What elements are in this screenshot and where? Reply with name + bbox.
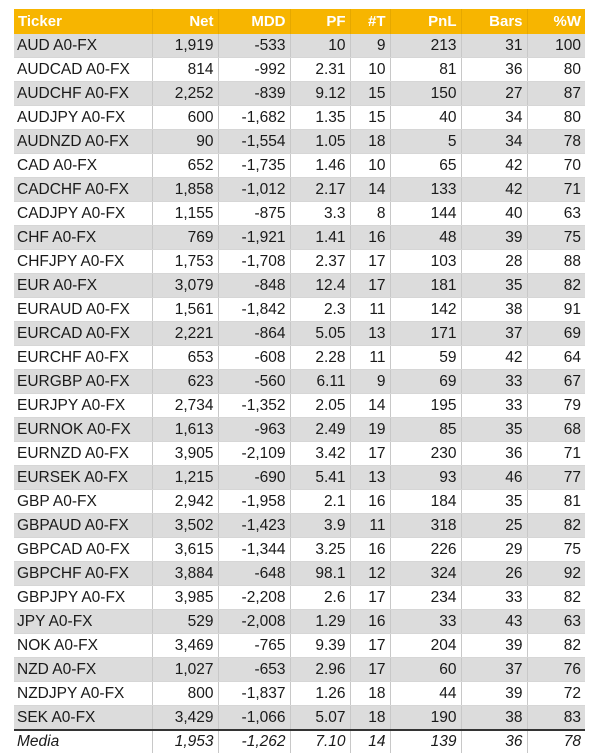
cell-ticker[interactable]: CAD A0-FX bbox=[14, 154, 152, 178]
table-row bbox=[14, 466, 585, 490]
cell-trades[interactable]: 18 bbox=[350, 682, 390, 706]
cell-bars[interactable]: 39 bbox=[461, 226, 527, 250]
table-row bbox=[14, 178, 585, 202]
cell-pf[interactable]: 2.05 bbox=[290, 394, 350, 418]
cell-pf[interactable]: 2.3 bbox=[290, 298, 350, 322]
cell-win-pct[interactable]: 80 bbox=[527, 58, 585, 82]
cell-trades[interactable]: 18 bbox=[350, 130, 390, 154]
cell-pnl[interactable]: 226 bbox=[390, 538, 461, 562]
cell-win-pct[interactable]: 82 bbox=[527, 634, 585, 658]
cell-ticker[interactable]: EUR A0-FX bbox=[14, 274, 152, 298]
table-row bbox=[14, 634, 585, 658]
cell-pnl[interactable]: 171 bbox=[390, 322, 461, 346]
cell-pnl[interactable]: 195 bbox=[390, 394, 461, 418]
cell-ticker[interactable]: GBPAUD A0-FX bbox=[14, 514, 152, 538]
cell-mdd[interactable]: -1,837 bbox=[218, 682, 290, 706]
cell-pf[interactable]: 2.17 bbox=[290, 178, 350, 202]
cell-ticker[interactable]: EURAUD A0-FX bbox=[14, 298, 152, 322]
cell-ticker[interactable]: CHFJPY A0-FX bbox=[14, 250, 152, 274]
cell-pf[interactable]: 3.25 bbox=[290, 538, 350, 562]
cell-bars[interactable]: 37 bbox=[461, 322, 527, 346]
cell-pnl[interactable]: 40 bbox=[390, 106, 461, 130]
table-row bbox=[14, 346, 585, 370]
cell-mdd[interactable]: -848 bbox=[218, 274, 290, 298]
cell-pnl[interactable]: 213 bbox=[390, 34, 461, 58]
cell-bars[interactable]: 46 bbox=[461, 466, 527, 490]
cell-bars[interactable]: 28 bbox=[461, 250, 527, 274]
cell-win-pct[interactable]: 67 bbox=[527, 370, 585, 394]
cell-mdd[interactable]: -1,958 bbox=[218, 490, 290, 514]
cell-win-pct[interactable]: 63 bbox=[527, 610, 585, 634]
cell-trades[interactable]: 11 bbox=[350, 514, 390, 538]
cell-net[interactable]: 3,079 bbox=[152, 274, 218, 298]
cell-pnl[interactable]: 81 bbox=[390, 58, 461, 82]
header-win-pct[interactable]: %W bbox=[527, 9, 585, 34]
cell-net[interactable]: 1,919 bbox=[152, 34, 218, 58]
cell-mdd[interactable]: -1,842 bbox=[218, 298, 290, 322]
cell-bars[interactable]: 39 bbox=[461, 682, 527, 706]
cell-mdd[interactable]: -1,423 bbox=[218, 514, 290, 538]
cell-pf[interactable]: 1.35 bbox=[290, 106, 350, 130]
cell-win-pct[interactable]: 69 bbox=[527, 322, 585, 346]
cell-net[interactable]: 3,905 bbox=[152, 442, 218, 466]
cell-net[interactable]: 600 bbox=[152, 106, 218, 130]
cell-bars[interactable]: 33 bbox=[461, 394, 527, 418]
table-row bbox=[14, 130, 585, 154]
cell-pnl[interactable]: 324 bbox=[390, 562, 461, 586]
cell-pf[interactable]: 1.41 bbox=[290, 226, 350, 250]
cell-net[interactable]: 3,615 bbox=[152, 538, 218, 562]
table-row bbox=[14, 586, 585, 610]
cell-net[interactable]: 1,561 bbox=[152, 298, 218, 322]
cell-pnl[interactable]: 133 bbox=[390, 178, 461, 202]
table-row bbox=[14, 658, 585, 682]
cell-pf[interactable]: 2.31 bbox=[290, 58, 350, 82]
cell-net[interactable]: 1,215 bbox=[152, 466, 218, 490]
cell-trades[interactable]: 12 bbox=[350, 562, 390, 586]
cell-bars[interactable]: 42 bbox=[461, 178, 527, 202]
cell-ticker[interactable]: EURGBP A0-FX bbox=[14, 370, 152, 394]
cell-bars[interactable]: 38 bbox=[461, 706, 527, 731]
cell-pnl[interactable]: 318 bbox=[390, 514, 461, 538]
cell-win-pct[interactable]: 92 bbox=[527, 562, 585, 586]
cell-win-pct[interactable]: 79 bbox=[527, 394, 585, 418]
cell-net[interactable]: 3,884 bbox=[152, 562, 218, 586]
table-row bbox=[14, 370, 585, 394]
cell-mdd[interactable]: -1,554 bbox=[218, 130, 290, 154]
cell-pf[interactable]: 12.4 bbox=[290, 274, 350, 298]
cell-pnl[interactable]: 5 bbox=[390, 130, 461, 154]
footer-label[interactable]: Media bbox=[14, 730, 152, 753]
table-row bbox=[14, 682, 585, 706]
table-row bbox=[14, 274, 585, 298]
table-row bbox=[14, 298, 585, 322]
cell-ticker[interactable]: EURCAD A0-FX bbox=[14, 322, 152, 346]
cell-ticker[interactable]: EURNOK A0-FX bbox=[14, 418, 152, 442]
cell-trades[interactable]: 15 bbox=[350, 106, 390, 130]
cell-ticker[interactable]: EURCHF A0-FX bbox=[14, 346, 152, 370]
cell-win-pct[interactable]: 68 bbox=[527, 418, 585, 442]
cell-net[interactable]: 90 bbox=[152, 130, 218, 154]
cell-ticker[interactable]: AUDJPY A0-FX bbox=[14, 106, 152, 130]
table-footer bbox=[14, 730, 585, 753]
table-row bbox=[14, 538, 585, 562]
table-row bbox=[14, 34, 585, 58]
cell-trades[interactable]: 13 bbox=[350, 322, 390, 346]
footer-net[interactable]: 1,953 bbox=[152, 730, 218, 753]
cell-ticker[interactable]: NZDJPY A0-FX bbox=[14, 682, 152, 706]
cell-net[interactable]: 1,613 bbox=[152, 418, 218, 442]
cell-trades[interactable]: 17 bbox=[350, 634, 390, 658]
cell-trades[interactable]: 14 bbox=[350, 178, 390, 202]
cell-win-pct[interactable]: 81 bbox=[527, 490, 585, 514]
cell-net[interactable]: 3,985 bbox=[152, 586, 218, 610]
cell-mdd[interactable]: -1,344 bbox=[218, 538, 290, 562]
cell-trades[interactable]: 16 bbox=[350, 610, 390, 634]
cell-net[interactable]: 3,469 bbox=[152, 634, 218, 658]
footer-win-pct[interactable]: 78 bbox=[527, 730, 585, 753]
cell-bars[interactable]: 29 bbox=[461, 538, 527, 562]
cell-pnl[interactable]: 234 bbox=[390, 586, 461, 610]
header-trades[interactable]: #T bbox=[350, 9, 390, 34]
cell-bars[interactable]: 40 bbox=[461, 202, 527, 226]
cell-pf[interactable]: 2.96 bbox=[290, 658, 350, 682]
cell-win-pct[interactable]: 83 bbox=[527, 706, 585, 731]
cell-pf[interactable]: 10 bbox=[290, 34, 350, 58]
cell-trades[interactable]: 10 bbox=[350, 58, 390, 82]
cell-pf[interactable]: 2.1 bbox=[290, 490, 350, 514]
cell-mdd[interactable]: -1,708 bbox=[218, 250, 290, 274]
table-row bbox=[14, 394, 585, 418]
cell-net[interactable]: 3,429 bbox=[152, 706, 218, 731]
cell-ticker[interactable]: SEK A0-FX bbox=[14, 706, 152, 731]
cell-mdd[interactable]: -648 bbox=[218, 562, 290, 586]
cell-mdd[interactable]: -2,109 bbox=[218, 442, 290, 466]
cell-ticker[interactable]: GBPCHF A0-FX bbox=[14, 562, 152, 586]
cell-win-pct[interactable]: 82 bbox=[527, 514, 585, 538]
cell-mdd[interactable]: -1,352 bbox=[218, 394, 290, 418]
cell-pf[interactable]: 98.1 bbox=[290, 562, 350, 586]
cell-bars[interactable]: 35 bbox=[461, 490, 527, 514]
results-table bbox=[14, 9, 585, 753]
cell-pnl[interactable]: 144 bbox=[390, 202, 461, 226]
cell-bars[interactable]: 33 bbox=[461, 370, 527, 394]
cell-pnl[interactable]: 85 bbox=[390, 418, 461, 442]
cell-net[interactable]: 1,155 bbox=[152, 202, 218, 226]
cell-trades[interactable]: 17 bbox=[350, 586, 390, 610]
table-row bbox=[14, 106, 585, 130]
cell-ticker[interactable]: EURNZD A0-FX bbox=[14, 442, 152, 466]
cell-bars[interactable]: 35 bbox=[461, 418, 527, 442]
cell-net[interactable]: 2,734 bbox=[152, 394, 218, 418]
cell-pf[interactable]: 2.6 bbox=[290, 586, 350, 610]
cell-bars[interactable]: 26 bbox=[461, 562, 527, 586]
cell-pnl[interactable]: 184 bbox=[390, 490, 461, 514]
cell-mdd[interactable]: -2,008 bbox=[218, 610, 290, 634]
cell-trades[interactable]: 16 bbox=[350, 490, 390, 514]
table-row bbox=[14, 610, 585, 634]
cell-ticker[interactable]: EURSEK A0-FX bbox=[14, 466, 152, 490]
cell-pnl[interactable]: 59 bbox=[390, 346, 461, 370]
cell-net[interactable]: 2,221 bbox=[152, 322, 218, 346]
cell-trades[interactable]: 19 bbox=[350, 418, 390, 442]
footer-mdd[interactable]: -1,262 bbox=[218, 730, 290, 753]
cell-trades[interactable]: 9 bbox=[350, 34, 390, 58]
cell-mdd[interactable]: -653 bbox=[218, 658, 290, 682]
cell-ticker[interactable]: GBPJPY A0-FX bbox=[14, 586, 152, 610]
header-net[interactable]: Net bbox=[152, 9, 218, 34]
cell-pf[interactable]: 5.41 bbox=[290, 466, 350, 490]
cell-pf[interactable]: 1.05 bbox=[290, 130, 350, 154]
cell-win-pct[interactable]: 70 bbox=[527, 154, 585, 178]
cell-net[interactable]: 800 bbox=[152, 682, 218, 706]
cell-net[interactable]: 653 bbox=[152, 346, 218, 370]
cell-mdd[interactable]: -839 bbox=[218, 82, 290, 106]
cell-pnl[interactable]: 190 bbox=[390, 706, 461, 731]
cell-bars[interactable]: 42 bbox=[461, 346, 527, 370]
cell-net[interactable]: 529 bbox=[152, 610, 218, 634]
cell-win-pct[interactable]: 88 bbox=[527, 250, 585, 274]
cell-pf[interactable]: 3.3 bbox=[290, 202, 350, 226]
cell-bars[interactable]: 39 bbox=[461, 634, 527, 658]
cell-ticker[interactable]: AUD A0-FX bbox=[14, 34, 152, 58]
cell-win-pct[interactable]: 82 bbox=[527, 586, 585, 610]
cell-bars[interactable]: 36 bbox=[461, 442, 527, 466]
cell-ticker[interactable]: CADJPY A0-FX bbox=[14, 202, 152, 226]
footer-bars[interactable]: 36 bbox=[461, 730, 527, 753]
cell-pnl[interactable]: 48 bbox=[390, 226, 461, 250]
cell-mdd[interactable]: -1,012 bbox=[218, 178, 290, 202]
header-ticker[interactable]: Ticker bbox=[14, 9, 152, 34]
table-row bbox=[14, 202, 585, 226]
header-row bbox=[14, 9, 585, 34]
cell-trades[interactable]: 17 bbox=[350, 250, 390, 274]
cell-trades[interactable]: 11 bbox=[350, 346, 390, 370]
footer-pf[interactable]: 7.10 bbox=[290, 730, 350, 753]
cell-mdd[interactable]: -2,208 bbox=[218, 586, 290, 610]
cell-win-pct[interactable]: 91 bbox=[527, 298, 585, 322]
header-pnl[interactable]: PnL bbox=[390, 9, 461, 34]
cell-win-pct[interactable]: 64 bbox=[527, 346, 585, 370]
table-row bbox=[14, 442, 585, 466]
cell-win-pct[interactable]: 75 bbox=[527, 226, 585, 250]
cell-trades[interactable]: 11 bbox=[350, 298, 390, 322]
footer-row-media bbox=[14, 730, 585, 753]
cell-pnl[interactable]: 93 bbox=[390, 466, 461, 490]
cell-ticker[interactable]: NOK A0-FX bbox=[14, 634, 152, 658]
cell-mdd[interactable]: -1,735 bbox=[218, 154, 290, 178]
cell-win-pct[interactable]: 100 bbox=[527, 34, 585, 58]
table-row bbox=[14, 322, 585, 346]
cell-trades[interactable]: 17 bbox=[350, 658, 390, 682]
cell-net[interactable]: 769 bbox=[152, 226, 218, 250]
cell-trades[interactable]: 18 bbox=[350, 706, 390, 731]
cell-mdd[interactable]: -864 bbox=[218, 322, 290, 346]
cell-pf[interactable]: 1.29 bbox=[290, 610, 350, 634]
cell-ticker[interactable]: JPY A0-FX bbox=[14, 610, 152, 634]
cell-trades[interactable]: 10 bbox=[350, 154, 390, 178]
cell-trades[interactable]: 8 bbox=[350, 202, 390, 226]
cell-bars[interactable]: 25 bbox=[461, 514, 527, 538]
cell-trades[interactable]: 17 bbox=[350, 274, 390, 298]
cell-mdd[interactable]: -560 bbox=[218, 370, 290, 394]
cell-pf[interactable]: 9.12 bbox=[290, 82, 350, 106]
table-row bbox=[14, 154, 585, 178]
cell-ticker[interactable]: AUDCHF A0-FX bbox=[14, 82, 152, 106]
cell-ticker[interactable]: CHF A0-FX bbox=[14, 226, 152, 250]
cell-pf[interactable]: 6.11 bbox=[290, 370, 350, 394]
cell-ticker[interactable]: NZD A0-FX bbox=[14, 658, 152, 682]
cell-mdd[interactable]: -1,066 bbox=[218, 706, 290, 731]
cell-mdd[interactable]: -765 bbox=[218, 634, 290, 658]
table-row bbox=[14, 514, 585, 538]
cell-mdd[interactable]: -1,682 bbox=[218, 106, 290, 130]
cell-win-pct[interactable]: 87 bbox=[527, 82, 585, 106]
header-mdd[interactable]: MDD bbox=[218, 9, 290, 34]
spreadsheet bbox=[14, 9, 585, 753]
cell-mdd[interactable]: -875 bbox=[218, 202, 290, 226]
cell-bars[interactable]: 43 bbox=[461, 610, 527, 634]
cell-net[interactable]: 2,942 bbox=[152, 490, 218, 514]
cell-win-pct[interactable]: 71 bbox=[527, 442, 585, 466]
cell-ticker[interactable]: GBP A0-FX bbox=[14, 490, 152, 514]
cell-mdd[interactable]: -690 bbox=[218, 466, 290, 490]
cell-pnl[interactable]: 181 bbox=[390, 274, 461, 298]
cell-pf[interactable]: 1.26 bbox=[290, 682, 350, 706]
cell-mdd[interactable]: -963 bbox=[218, 418, 290, 442]
cell-bars[interactable]: 31 bbox=[461, 34, 527, 58]
cell-net[interactable]: 652 bbox=[152, 154, 218, 178]
table-row bbox=[14, 562, 585, 586]
cell-trades[interactable]: 14 bbox=[350, 394, 390, 418]
cell-net[interactable]: 2,252 bbox=[152, 82, 218, 106]
cell-bars[interactable]: 34 bbox=[461, 130, 527, 154]
cell-trades[interactable]: 16 bbox=[350, 538, 390, 562]
cell-mdd[interactable]: -992 bbox=[218, 58, 290, 82]
cell-pf[interactable]: 9.39 bbox=[290, 634, 350, 658]
cell-bars[interactable]: 38 bbox=[461, 298, 527, 322]
cell-pf[interactable]: 5.05 bbox=[290, 322, 350, 346]
cell-mdd[interactable]: -608 bbox=[218, 346, 290, 370]
cell-mdd[interactable]: -533 bbox=[218, 34, 290, 58]
cell-pf[interactable]: 3.9 bbox=[290, 514, 350, 538]
cell-pnl[interactable]: 103 bbox=[390, 250, 461, 274]
cell-net[interactable]: 623 bbox=[152, 370, 218, 394]
cell-ticker[interactable]: AUDCAD A0-FX bbox=[14, 58, 152, 82]
table-body bbox=[14, 34, 585, 730]
cell-win-pct[interactable]: 77 bbox=[527, 466, 585, 490]
cell-win-pct[interactable]: 71 bbox=[527, 178, 585, 202]
cell-pnl[interactable]: 150 bbox=[390, 82, 461, 106]
cell-ticker[interactable]: EURJPY A0-FX bbox=[14, 394, 152, 418]
table-row bbox=[14, 226, 585, 250]
footer-pnl[interactable]: 139 bbox=[390, 730, 461, 753]
cell-win-pct[interactable]: 76 bbox=[527, 658, 585, 682]
header-bars[interactable]: Bars bbox=[461, 9, 527, 34]
cell-pnl[interactable]: 142 bbox=[390, 298, 461, 322]
cell-trades[interactable]: 15 bbox=[350, 82, 390, 106]
table-header bbox=[14, 9, 585, 34]
cell-pf[interactable]: 1.46 bbox=[290, 154, 350, 178]
cell-bars[interactable]: 33 bbox=[461, 586, 527, 610]
cell-pf[interactable]: 2.49 bbox=[290, 418, 350, 442]
cell-pnl[interactable]: 65 bbox=[390, 154, 461, 178]
cell-pnl[interactable]: 204 bbox=[390, 634, 461, 658]
cell-net[interactable]: 814 bbox=[152, 58, 218, 82]
cell-win-pct[interactable]: 75 bbox=[527, 538, 585, 562]
table-row bbox=[14, 418, 585, 442]
cell-net[interactable]: 1,858 bbox=[152, 178, 218, 202]
cell-pf[interactable]: 2.28 bbox=[290, 346, 350, 370]
table-row bbox=[14, 706, 585, 731]
cell-pnl[interactable]: 69 bbox=[390, 370, 461, 394]
header-pf[interactable]: PF bbox=[290, 9, 350, 34]
cell-net[interactable]: 3,502 bbox=[152, 514, 218, 538]
cell-ticker[interactable]: AUDNZD A0-FX bbox=[14, 130, 152, 154]
cell-bars[interactable]: 35 bbox=[461, 274, 527, 298]
cell-net[interactable]: 1,753 bbox=[152, 250, 218, 274]
cell-win-pct[interactable]: 78 bbox=[527, 130, 585, 154]
cell-trades[interactable]: 16 bbox=[350, 226, 390, 250]
cell-pnl[interactable]: 44 bbox=[390, 682, 461, 706]
cell-win-pct[interactable]: 80 bbox=[527, 106, 585, 130]
table-row bbox=[14, 82, 585, 106]
cell-trades[interactable]: 13 bbox=[350, 466, 390, 490]
cell-pnl[interactable]: 230 bbox=[390, 442, 461, 466]
cell-bars[interactable]: 37 bbox=[461, 658, 527, 682]
cell-net[interactable]: 1,027 bbox=[152, 658, 218, 682]
cell-win-pct[interactable]: 82 bbox=[527, 274, 585, 298]
cell-bars[interactable]: 27 bbox=[461, 82, 527, 106]
footer-trades[interactable]: 14 bbox=[350, 730, 390, 753]
cell-pnl[interactable]: 33 bbox=[390, 610, 461, 634]
cell-pf[interactable]: 3.42 bbox=[290, 442, 350, 466]
cell-ticker[interactable]: CADCHF A0-FX bbox=[14, 178, 152, 202]
cell-pf[interactable]: 5.07 bbox=[290, 706, 350, 731]
cell-trades[interactable]: 17 bbox=[350, 442, 390, 466]
cell-bars[interactable]: 34 bbox=[461, 106, 527, 130]
cell-ticker[interactable]: GBPCAD A0-FX bbox=[14, 538, 152, 562]
cell-pnl[interactable]: 60 bbox=[390, 658, 461, 682]
table-row bbox=[14, 250, 585, 274]
table-row bbox=[14, 490, 585, 514]
cell-bars[interactable]: 42 bbox=[461, 154, 527, 178]
cell-bars[interactable]: 36 bbox=[461, 58, 527, 82]
cell-trades[interactable]: 9 bbox=[350, 370, 390, 394]
cell-win-pct[interactable]: 63 bbox=[527, 202, 585, 226]
table-row bbox=[14, 58, 585, 82]
cell-pf[interactable]: 2.37 bbox=[290, 250, 350, 274]
cell-win-pct[interactable]: 72 bbox=[527, 682, 585, 706]
cell-mdd[interactable]: -1,921 bbox=[218, 226, 290, 250]
